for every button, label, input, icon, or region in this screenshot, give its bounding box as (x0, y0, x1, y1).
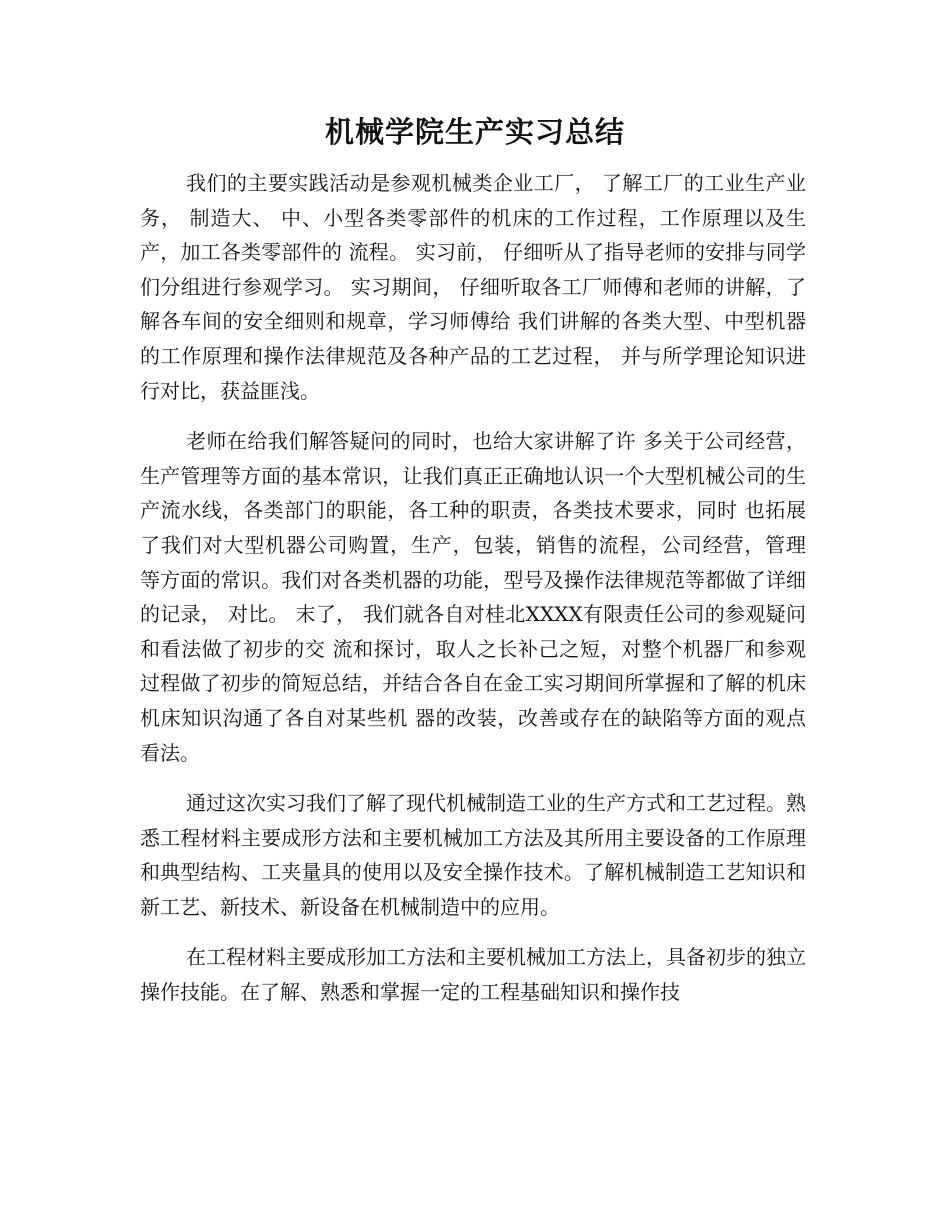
paragraph-2: 老师在给我们解答疑问的同时，也给大家讲解了许 多关于公司经营，生产管理等方面的基本常识，让我们真正正确地认识一个大型机械公司的生产流水线，各类部门的职能，各工种的职责，各类技术要求，同时 也拓展了我们对大型机器公司购置，生产，包装，销售的流程，公司经营，管理 等方面的常识。我们对各类机器的功能，型号及操作法律规范等都做了详细的记录， 对比。 末了， 我们就各自对桂北XXXX有限责任公司的参观疑问和看法做了初步的交 流和探讨，取人之长补己之短，对整个机器厂和参观过程做了初步的简短总结，并结合各自在金工实习期间所掌握和了解的机床机床知识沟通了各自对某些机 器的改装，改善或存在的缺陷等方面的观点看法。 (140, 429, 806, 765)
document-body (140, 166, 806, 1026)
page-title: 机械学院生产实习总结 (324, 115, 625, 149)
paragraph-1: 我们的主要实践活动是参观机械类企业工厂， 了解工厂的工业生产业务， 制造大、 中、小型各类零部件的机床的工作过程，工作原理以及生产，加工各类零部件的 流程。 实习前， 仔细听从了指导老师的安排与同学们分组进行参观学习。 实习期间， 仔细听取各工厂师傅和老师的讲解，了解各车间的安全细则和规章，学习师傅给 我们讲解的各类大型、中型机器的工作原理和操作法律规范及各种产品的工艺过程， 并与所学理论知识进行对比，获益匪浅。 (140, 171, 806, 403)
paragraph-3: 通过这次实习我们了解了现代机械制造工业的生产方式和工艺过程。熟悉工程材料主要成形方法和主要机械加工方法及其所用主要设备的工作原理和典型结构、工夹量具的使用以及安全操作技术。了解机械制造工艺知识和新工艺、新技术、新设备在机械制造中的应用。 (140, 791, 806, 919)
paragraph-4: 在工程材料主要成形加工方法和主要机械加工方法上，具备初步的独立操作技能。在了解、熟悉和掌握一定的工程基础知识和操作技 (140, 945, 806, 1005)
